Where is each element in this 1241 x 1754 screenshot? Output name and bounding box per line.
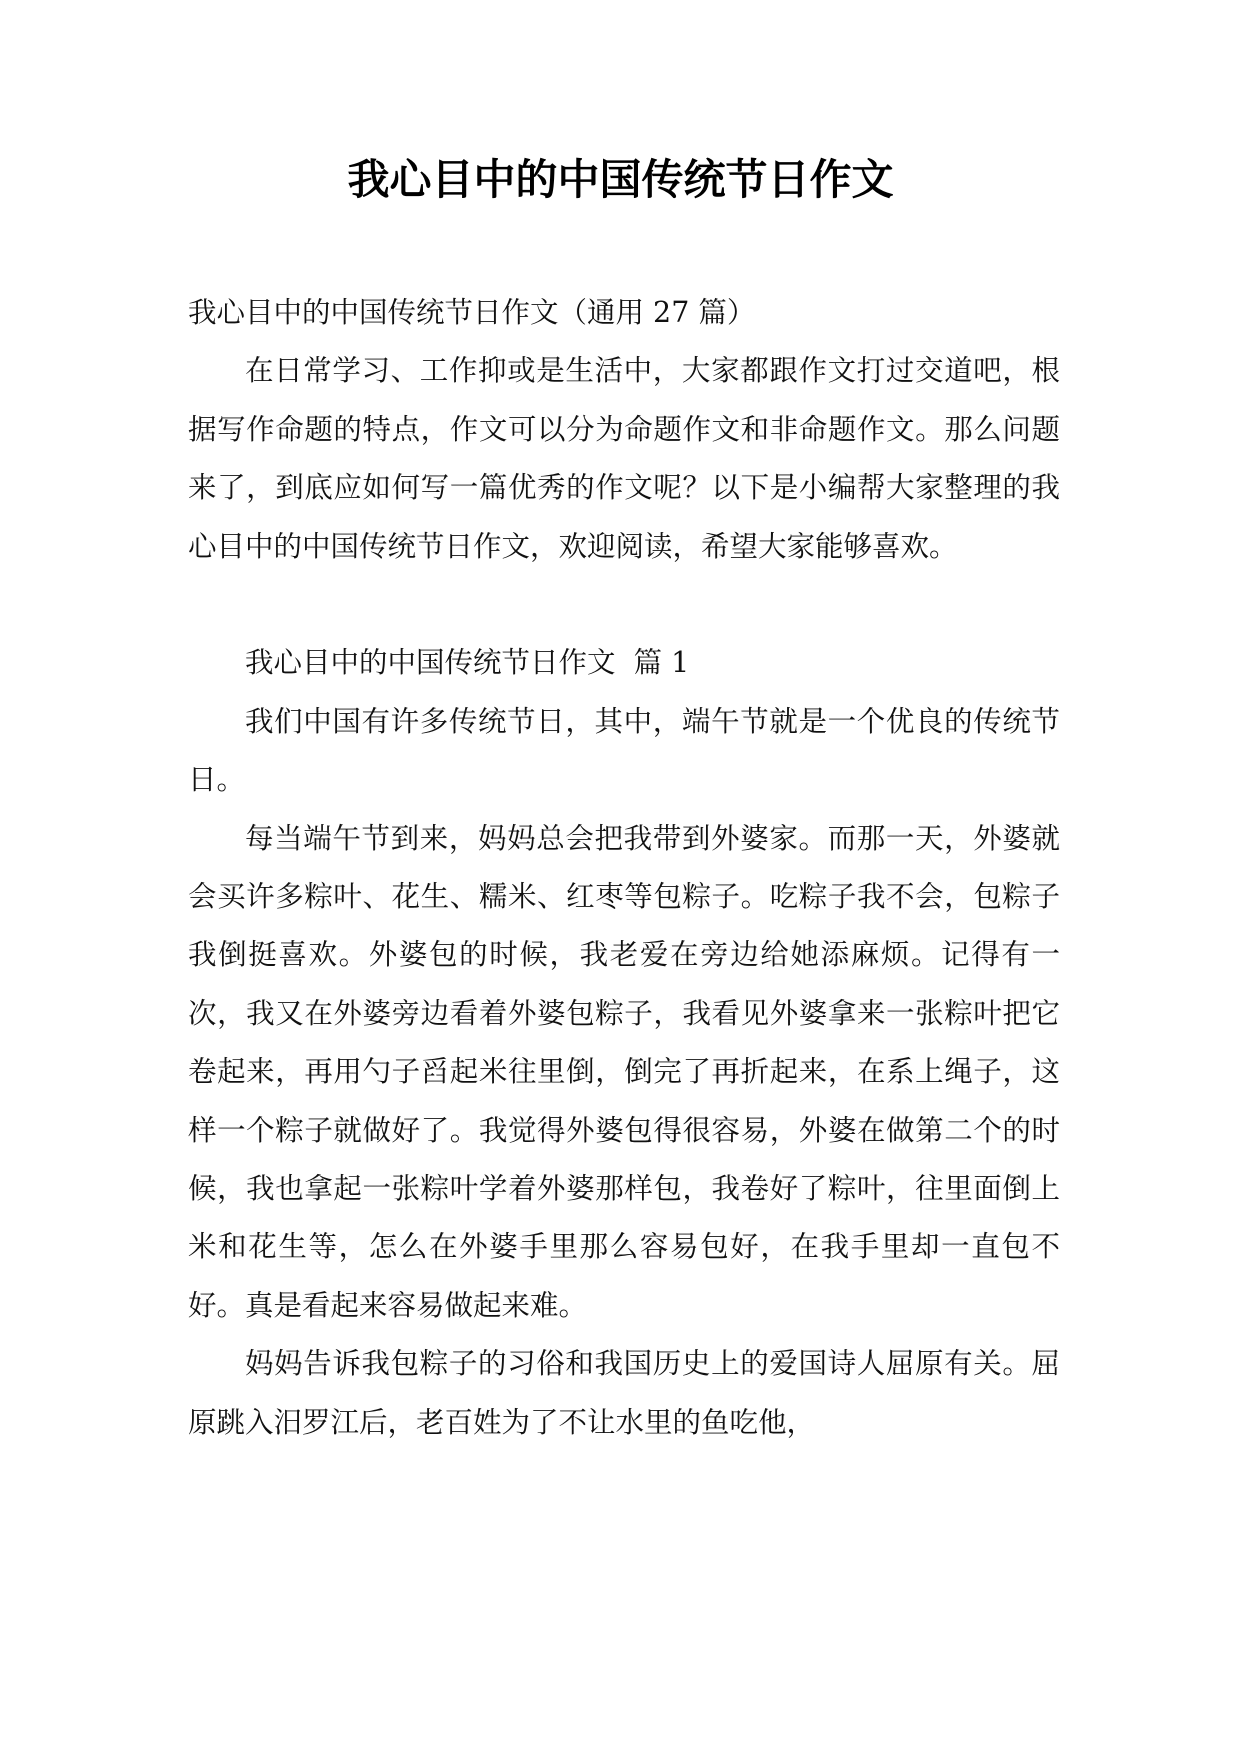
body-paragraph: 我们中国有许多传统节日，其中，端午节就是一个优良的传统节日。 <box>188 704 1060 797</box>
body-paragraph: 妈妈告诉我包粽子的习俗和我国历史上的爱国诗人屈原有关。屈原跳入汨罗江后，老百姓为了不让水里的鱼吃他， <box>188 1347 1060 1439</box>
intro-paragraph: 在日常学习、工作抑或是生活中，大家都跟作文打过交道吧，根据写作命题的特点，作文可以分为命题作文和非命题作文。那么问题来了，到底应如何写一篇优秀的作文呢？以下是小编帮大家整理的我心目中的中国传统节日作文，欢迎阅读，希望大家能够喜欢。 <box>188 354 1060 563</box>
document-subtitle: 我心目中的中国传统节日作文（通用 27 篇） <box>188 296 756 329</box>
body-paragraph: 每当端午节到来，妈妈总会把我带到外婆家。而那一天，外婆就会买许多粽叶、花生、糯米、红枣等包粽子。吃粽子我不会，包粽子我倒挺喜欢。外婆包的时候，我老爱在旁边给她添麻烦。记得有一次，我又在外婆旁边看着外婆包粽子，我看见外婆拿来一张粽叶把它卷起来，再用勺子舀起米往里倒，倒完了再折起来，在系上绳子，这样一个粽子就做好了。我觉得外婆包得很容易，外婆在做第二个的时候，我也拿起一张粽叶学着外婆那样包，我卷好了粽叶，往里面倒上米和花生等，怎么在外婆手里那么容易包好，在我手里却一直包不好。真是看起来容易做起来难。 <box>188 821 1060 1322</box>
paragraph-spacer <box>188 576 1060 634</box>
document-title: 我心目中的中国传统节日作文 <box>347 155 894 204</box>
document-body <box>188 284 1060 1452</box>
section-heading: 我心目中的中国传统节日作文 篇 1 <box>245 646 690 680</box>
